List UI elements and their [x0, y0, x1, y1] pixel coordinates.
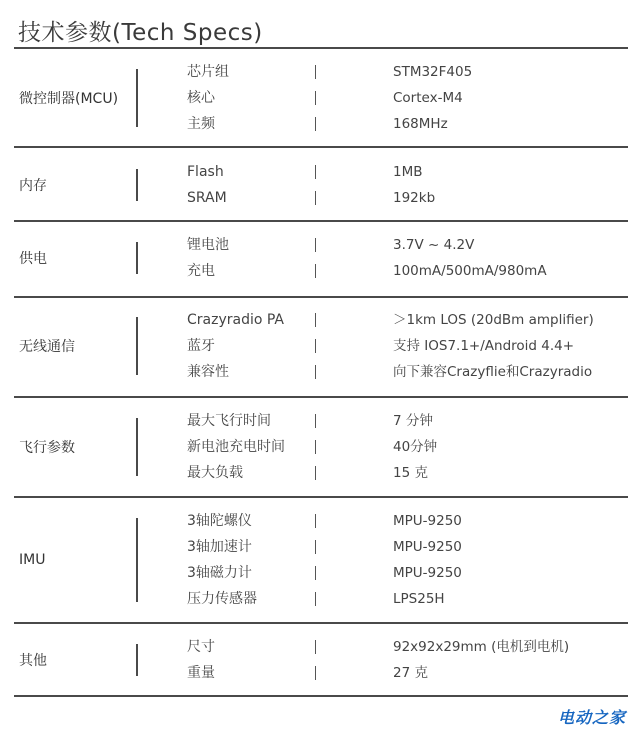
spec-row	[0, 434, 640, 460]
spec-key: 蓝牙	[187, 338, 215, 354]
spec-value: 1MB	[393, 164, 423, 180]
spec-key: 充电	[187, 263, 215, 279]
spec-key: 重量	[187, 665, 215, 681]
spec-row	[0, 408, 640, 434]
spec-row	[0, 185, 640, 211]
spec-key: 兼容性	[187, 364, 229, 380]
spec-row	[0, 660, 640, 686]
section-label: 无线通信	[19, 339, 75, 355]
spec-row	[0, 59, 640, 85]
section-label: 飞行参数	[19, 440, 75, 456]
separator-bar	[315, 440, 316, 454]
spec-value: 92x92x29mm (电机到电机)	[393, 639, 570, 655]
spec-row	[0, 460, 640, 486]
separator-bar	[315, 466, 316, 480]
spec-key: 3轴陀螺仪	[187, 513, 252, 529]
spec-row	[0, 258, 640, 284]
separator-bar	[315, 264, 316, 278]
spec-value: 向下兼容Crazyflie和Crazyradio	[393, 364, 593, 380]
separator-bar	[315, 65, 316, 79]
spec-key: 核心	[187, 90, 215, 106]
section-divider	[14, 396, 628, 398]
separator-bar	[315, 191, 316, 205]
section-divider	[14, 146, 628, 148]
separator-bar	[315, 666, 316, 680]
separator-bar	[315, 566, 316, 580]
spec-row	[0, 359, 640, 385]
spec-key: 芯片组	[187, 64, 229, 80]
separator-bar	[315, 540, 316, 554]
spec-value: Cortex-M4	[393, 90, 463, 106]
spec-value: MPU-9250	[393, 513, 462, 529]
spec-value: 192kb	[393, 190, 436, 206]
spec-value: 27 克	[393, 665, 428, 681]
spec-key: 最大飞行时间	[187, 413, 271, 429]
spec-value: MPU-9250	[393, 565, 462, 581]
spec-value: MPU-9250	[393, 539, 462, 555]
spec-key: 最大负载	[187, 465, 243, 481]
spec-value: 支持 IOS7.1+/Android 4.4+	[393, 338, 575, 354]
section-divider	[14, 47, 628, 49]
page-title: 技术参数(Tech Specs)	[18, 20, 263, 46]
spec-key: Flash	[187, 164, 224, 180]
spec-row	[0, 586, 640, 612]
watermark-logo: 电动之家	[557, 708, 626, 727]
spec-row	[0, 508, 640, 534]
separator-bar	[315, 339, 316, 353]
section-label: 其他	[19, 653, 47, 669]
spec-key: 3轴加速计	[187, 539, 252, 555]
separator-bar	[315, 165, 316, 179]
spec-value: ＞1km LOS (20dBm amplifier)	[393, 312, 594, 328]
section-divider	[14, 220, 628, 222]
spec-row	[0, 232, 640, 258]
separator-bar	[315, 514, 316, 528]
section-divider	[14, 622, 628, 624]
section-divider	[14, 695, 628, 697]
spec-value: 40分钟	[393, 439, 438, 455]
section-label: 内存	[19, 178, 47, 194]
spec-value: 7 分钟	[393, 413, 433, 429]
separator-bar	[315, 91, 316, 105]
separator-bar	[315, 640, 316, 654]
spec-value: 168MHz	[393, 116, 448, 132]
spec-key: Crazyradio PA	[187, 312, 284, 328]
spec-key: 尺寸	[187, 639, 215, 655]
separator-bar	[315, 117, 316, 131]
section-divider	[14, 296, 628, 298]
spec-row	[0, 111, 640, 137]
spec-key: 压力传感器	[187, 591, 257, 607]
spec-row	[0, 534, 640, 560]
spec-row	[0, 307, 640, 333]
section-label: 供电	[19, 251, 47, 267]
section-label: IMU	[19, 552, 46, 568]
spec-value: LPS25H	[393, 591, 445, 607]
separator-bar	[315, 365, 316, 379]
spec-value: 3.7V ~ 4.2V	[393, 237, 475, 253]
spec-row	[0, 634, 640, 660]
section-divider	[14, 496, 628, 498]
spec-key: 锂电池	[187, 237, 229, 253]
spec-row	[0, 560, 640, 586]
spec-row	[0, 85, 640, 111]
spec-key: 3轴磁力计	[187, 565, 252, 581]
spec-value: 100mA/500mA/980mA	[393, 263, 547, 279]
spec-value: 15 克	[393, 465, 428, 481]
separator-bar	[315, 238, 316, 252]
spec-key: 主频	[187, 116, 215, 132]
spec-key: 新电池充电时间	[187, 439, 285, 455]
spec-key: SRAM	[187, 190, 227, 206]
section-label: 微控制器(MCU)	[19, 91, 119, 107]
separator-bar	[315, 592, 316, 606]
spec-value: STM32F405	[393, 64, 473, 80]
separator-bar	[315, 313, 316, 327]
separator-bar	[315, 414, 316, 428]
spec-row	[0, 333, 640, 359]
spec-row	[0, 159, 640, 185]
